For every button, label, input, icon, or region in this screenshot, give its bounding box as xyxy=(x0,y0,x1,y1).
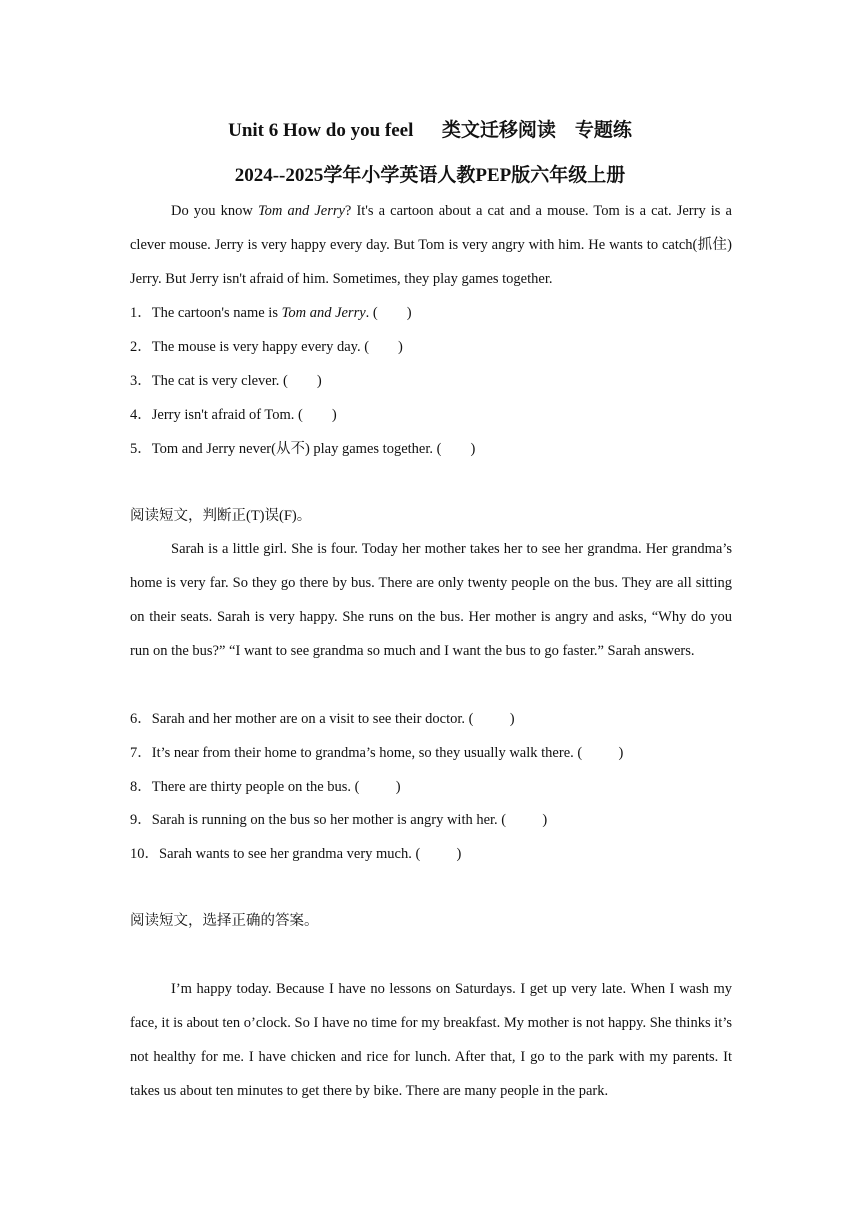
answer-blank: . ( ) xyxy=(365,305,412,321)
passage-1-body: ? It's a cartoon about a cat and a mouse. Tom is a cat. Jerry is a clever mouse. Jerry is very happy every day. But Tom is very angry with him. He wants to catch(抓住) Jerry. But Jerry isn't afraid of him. Sometimes, they play games together. xyxy=(130,203,732,287)
page-title: Unit 6 How do you feel 类文迁移阅读 专题练 xyxy=(228,120,632,141)
question-number: 9． xyxy=(130,812,152,828)
instruction-true-false: 阅读短文，判断正(T)误(F)。 xyxy=(130,508,312,524)
question-text: Tom and Jerry never(从不) play games together. ( ) xyxy=(151,441,476,457)
question-10 xyxy=(130,844,732,864)
question-text: Sarah is running on the bus so her mother is angry with her. ( ) xyxy=(151,812,548,828)
passage-2 xyxy=(130,532,732,668)
passage-1-intro: Do you know xyxy=(171,203,258,219)
passage-1 xyxy=(130,194,732,296)
question-text: Jerry isn't afraid of Tom. ( ) xyxy=(151,407,337,423)
passage-3-body: I’m happy today. Because I have no lessons on Saturdays. I get up very late. When I wash my face, it is about ten o’clock. So I have no time for my breakfast. My mother is not happy. She thinks it’s not healthy for me. I have chicken and rice for lunch. After that, I go to the park with my parents. It takes us about ten minutes to get there by bike. There are many people in the park. xyxy=(130,981,732,1099)
page-subtitle: 2024--2025学年小学英语人教PEP版六年级上册 xyxy=(234,165,626,186)
question-4 xyxy=(130,405,732,425)
question-number: 6． xyxy=(130,711,152,727)
question-5 xyxy=(130,439,732,459)
question-text: It’s near from their home to grandma’s home, so they usually walk there. ( ) xyxy=(151,745,624,761)
question-text: The mouse is very happy every day. ( ) xyxy=(151,339,403,355)
question-text: The cat is very clever. ( ) xyxy=(151,373,322,389)
question-number: 8． xyxy=(130,779,152,795)
question-number: 10． xyxy=(130,846,159,862)
question-2 xyxy=(130,337,732,357)
question-number: 1． xyxy=(130,305,152,321)
question-number: 7． xyxy=(130,745,152,761)
question-6 xyxy=(130,709,732,729)
question-1 xyxy=(130,303,732,323)
question-number: 5． xyxy=(130,441,152,457)
question-9 xyxy=(130,810,732,830)
passage-2-body: Sarah is a little girl. She is four. Today her mother takes her to see her grandma. Her grandma’s home is very far. So they go there by bus. There are only twenty people on the bus. They are all sitting on their seats. Sarah is very happy. She runs on the bus. Her mother is angry and asks, “Why do you run on the bus?” “I want to see grandma so much and I want the bus to go faster.” Sarah answers. xyxy=(130,541,732,659)
instruction-multiple-choice: 阅读短文，选择正确的答案。 xyxy=(130,913,319,929)
question-number: 2． xyxy=(130,339,152,355)
question-7 xyxy=(130,743,732,763)
question-3 xyxy=(130,371,732,391)
question-8 xyxy=(130,777,732,797)
passage-3 xyxy=(130,972,732,1108)
question-text: There are thirty people on the bus. ( ) xyxy=(151,779,401,795)
question-number: 3． xyxy=(130,373,152,389)
question-text: Sarah wants to see her grandma very much. ( ) xyxy=(159,846,462,862)
question-text: The cartoon's name is xyxy=(151,305,282,321)
passage-1-cartoon-title: Tom and Jerry xyxy=(257,203,345,219)
question-number: 4． xyxy=(130,407,152,423)
question-italic-text: Tom and Jerry xyxy=(281,305,366,321)
question-text: Sarah and her mother are on a visit to see their doctor. ( ) xyxy=(151,711,515,727)
